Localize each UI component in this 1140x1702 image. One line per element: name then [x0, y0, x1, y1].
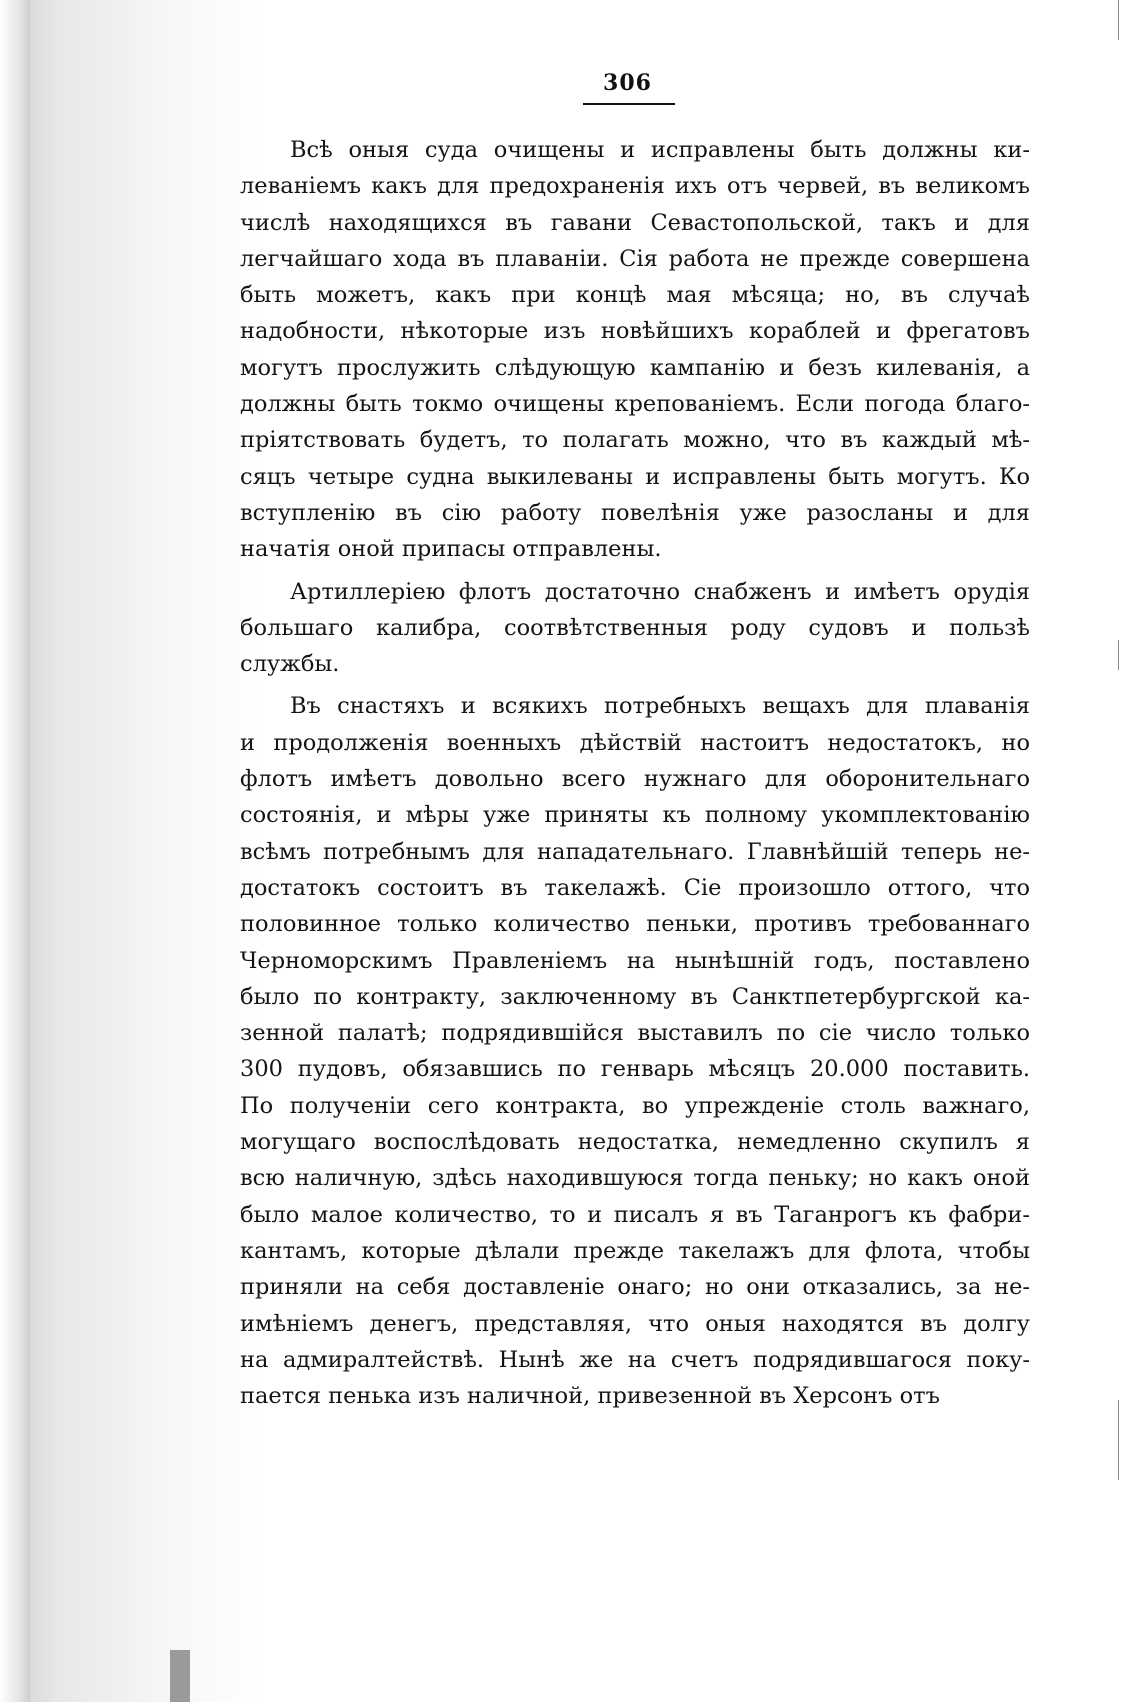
text-line: могущаго воспослѣдовать недостатка, немедленно скупилъ я — [240, 1129, 1030, 1156]
text-line: надобности, нѣкоторые изъ новѣйшихъ кораблей и фрегатовъ — [240, 318, 1030, 345]
text-line: начатія оной припасы отправлены. — [240, 536, 662, 563]
edge-mark-lower — [1118, 1400, 1119, 1480]
text-line: пается пенька изъ наличной, привезенной въ Херсонъ отъ — [240, 1383, 940, 1410]
page-number: 306 — [603, 70, 652, 96]
text-line: 300 пудовъ, обязавшись по генварь мѣсяцъ 20.000 поставить. — [240, 1056, 1030, 1083]
text-line: и продолженія военныхъ дѣйствій настоитъ недостатокъ, но — [240, 729, 1030, 756]
text-line: приняли на себя доставленіе онаго; но они отказались, за не- — [240, 1274, 1030, 1301]
text-line: всю наличную, здѣсь находившуюся тогда пеньку; но какъ оной — [240, 1165, 1030, 1192]
text-line: числѣ находящихся въ гавани Севастопольской, такъ и для — [240, 209, 1030, 236]
text-line: пріятствовать будетъ, то полагать можно, что въ каждый мѣ- — [240, 427, 1030, 454]
body-text — [240, 132, 1030, 1420]
edge-mark-top — [1118, 0, 1119, 40]
text-line: Въ снастяхъ и всякихъ потребныхъ вещахъ для плаванія — [290, 693, 1030, 720]
text-line: сяцъ четыре судна выкилеваны и исправлены быть могутъ. Ко — [240, 463, 1030, 490]
paragraph-2 — [240, 574, 1030, 683]
text-line: Черноморскимъ Правленіемъ на нынѣшній годъ, поставлено — [240, 947, 1030, 974]
text-line: быть можетъ, какъ при концѣ мая мѣсяца; но, въ случаѣ — [240, 282, 1030, 309]
paragraph-1 — [240, 132, 1030, 568]
page-edge-shadow — [0, 0, 30, 1702]
text-line: имѣніемъ денегъ, представляя, что оныя находятся въ долгу — [240, 1310, 1030, 1337]
text-line: всѣмъ потребнымъ для нападательнаго. Главнѣйшій теперь не- — [240, 838, 1030, 865]
edge-mark-middle — [1118, 640, 1119, 670]
text-line: состоянія, и мѣры уже приняты къ полному укомплектованію — [240, 802, 1030, 829]
text-line: большаго калибра, соотвѣтственныя роду судовъ и пользѣ — [240, 614, 1030, 641]
text-line: флотъ имѣетъ довольно всего нужнаго для оборонительнаго — [240, 766, 1030, 793]
text-line: было по контракту, заключенному въ Санктпетербургской ка- — [240, 983, 1030, 1010]
text-line: Артиллеріею флотъ достаточно снабженъ и имѣетъ орудія — [290, 578, 1030, 605]
text-line: леваніемъ какъ для предохраненія ихъ отъ червей, въ великомъ — [240, 173, 1030, 200]
text-line: было малое количество, то и писалъ я въ Таганрогъ къ фабри- — [240, 1201, 1030, 1228]
text-line: вступленію въ сію работу повелѣнія уже разосланы и для — [240, 499, 1030, 526]
text-line: кантамъ, которые дѣлали прежде такелажъ для флота, чтобы — [240, 1237, 1030, 1264]
binding-mark — [170, 1650, 190, 1702]
paragraph-3 — [240, 688, 1030, 1414]
text-line: Всѣ оныя суда очищены и исправлены быть должны ки- — [290, 137, 1030, 163]
text-line: легчайшаго хода въ плаваніи. Сія работа не прежде совершена — [240, 245, 1030, 272]
text-line: на адмиралтействѣ. Нынѣ же на счетъ подрядившагося поку- — [240, 1346, 1030, 1373]
text-line: По полученіи сего контракта, во упрежденіе столь важнаго, — [240, 1092, 1030, 1119]
text-line: могутъ прослужить слѣдующую кампанію и безъ килеванія, а — [240, 354, 1030, 381]
text-line: должны быть токмо очищены крепованіемъ. Если погода благо- — [240, 391, 1030, 418]
text-line: половинное только количество пеньки, противъ требованнаго — [240, 911, 1030, 938]
page-number-underline — [583, 103, 675, 105]
text-line: службы. — [240, 651, 340, 678]
text-line: зенной палатѣ; подрядившійся выставилъ по сіе число только — [240, 1020, 1030, 1047]
text-line: достатокъ состоитъ въ такелажѣ. Сіе произошло оттого, что — [240, 874, 1030, 901]
